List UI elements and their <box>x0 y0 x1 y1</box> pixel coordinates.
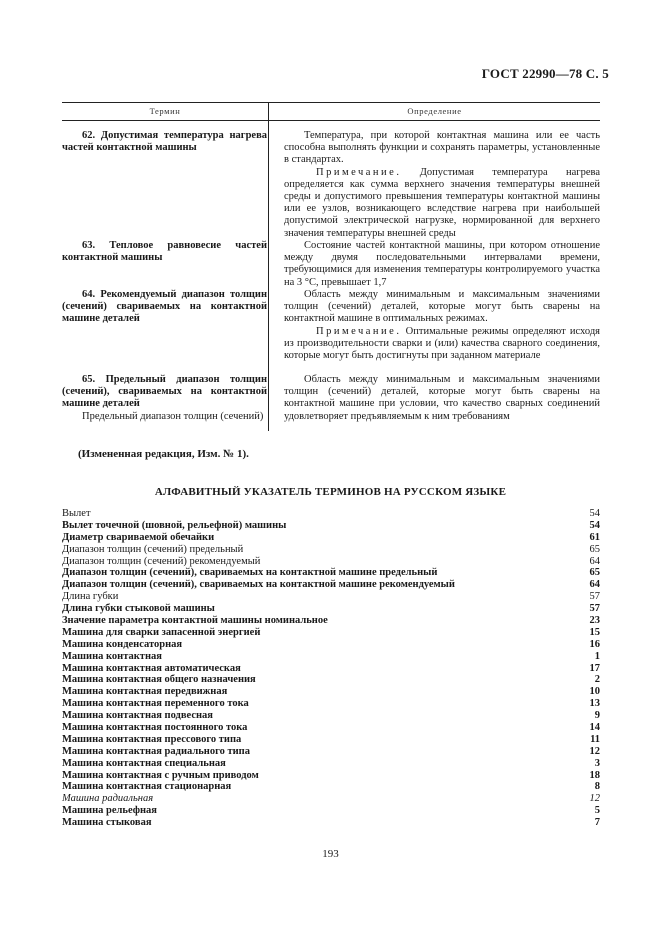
index-number: 15 <box>589 626 600 638</box>
index-number: 17 <box>589 662 600 674</box>
definition-65: Область между минимальным и максимальным значениями толщин (сечений) деталей, которые могут быть сварены на контактной машине при условии, что качество сварных соединений удовлетворяет предъявляемым к ним требованиям <box>284 374 600 422</box>
index-number: 2 <box>594 674 600 686</box>
index-number: 12 <box>589 793 600 805</box>
note-text: Допустимая температура нагрева определяется как сумма верхнего значения температуры внешней среды и допустимого превышения температуры контактной машины или ее узлов, возникающего вследствие нагрева при наибольшей допустимой электрической нагрузке, нормированной для верхнего значения температуры внешней среды <box>284 166 600 239</box>
table-header <box>62 102 600 121</box>
index-item <box>62 615 600 627</box>
index-term: Машина контактная специальная <box>62 757 226 769</box>
index-term: Диапазон толщин (сечений), свариваемых на контактной машине рекомендуемый <box>62 579 455 591</box>
index-term: Машина контактная подвесная <box>62 710 213 722</box>
amendment-note: (Измененная редакция, Изм. № 1). <box>78 448 249 460</box>
index-number: 8 <box>594 781 600 793</box>
index-item <box>62 781 600 793</box>
index-number: 3 <box>594 757 600 769</box>
index-item <box>62 698 600 710</box>
index-item <box>62 722 600 734</box>
index-term: Машина контактная переменного тока <box>62 698 249 710</box>
index-item <box>62 639 600 651</box>
index-term: Машина радиальная <box>62 793 154 805</box>
index-item <box>62 579 600 591</box>
index-item <box>62 817 600 829</box>
note-label: Примечание. <box>316 166 402 178</box>
index-item <box>62 627 600 639</box>
column-header-definition: Определение <box>268 103 600 120</box>
index-number: 65 <box>589 543 600 555</box>
index-item <box>62 674 600 686</box>
index-item <box>62 591 600 603</box>
column-header-term: Термин <box>149 106 181 117</box>
index-item <box>62 686 600 698</box>
index-item <box>62 544 600 556</box>
index-number: 57 <box>589 591 600 603</box>
note-label: Примечание. <box>316 325 402 337</box>
index-number: 64 <box>589 555 600 567</box>
index-item <box>62 651 600 663</box>
page-number: 193 <box>322 848 339 860</box>
index-item <box>62 556 600 568</box>
term-65-main: 65. Предельный диапазон толщин (сечений), свариваемых на контактной машине деталей <box>62 374 267 410</box>
index-number: 54 <box>589 519 600 531</box>
index-term: Машина контактная стационарная <box>62 781 232 793</box>
table-body <box>62 121 600 431</box>
index-number: 13 <box>589 698 600 710</box>
index-term: Машина контактная передвижная <box>62 686 228 698</box>
index-term: Вылет точечной (шовной, рельефной) машины <box>62 519 287 531</box>
index-item <box>62 805 600 817</box>
index-number: 9 <box>594 710 600 722</box>
index-number: 23 <box>589 615 600 627</box>
index-title: АЛФАВИТНЫЙ УКАЗАТЕЛЬ ТЕРМИНОВ НА РУССКОМ ЯЗЫКЕ <box>154 486 507 498</box>
index-term: Вылет <box>62 508 91 519</box>
index-item <box>62 603 600 615</box>
definition-note <box>284 167 600 240</box>
index-item <box>62 663 600 675</box>
index-item <box>62 567 600 579</box>
definition-64 <box>284 289 600 362</box>
index-term: Машина конденсаторная <box>62 638 183 650</box>
index-item <box>62 710 600 722</box>
index-term: Диапазон толщин (сечений) рекомендуемый <box>62 555 261 567</box>
index-number: 11 <box>590 733 600 745</box>
index-number: 64 <box>589 579 600 591</box>
page-header: ГОСТ 22990—78 С. 5 <box>481 66 609 81</box>
term-62: 62. Допустимая температура нагрева частей контактной машины <box>62 130 267 154</box>
term-65 <box>62 374 267 423</box>
index-item <box>62 532 600 544</box>
terms-table <box>62 102 600 431</box>
index-number: 65 <box>589 567 600 579</box>
note-text: Оптимальные режимы определяют исходя из производительности сварки и (или) качества сварного соединения, которые могут быть достигнуты при заданном материале <box>284 325 600 362</box>
index-item <box>62 508 600 520</box>
definition-text: Область между минимальным и максимальным значениями толщин (сечений) деталей, которые могут быть сварены на контактной машине в оптимальных режимах. <box>284 289 600 325</box>
index-number: 1 <box>594 650 600 662</box>
index-term: Машина для сварки запасенной энергией <box>62 626 261 638</box>
index-term: Длина губки <box>62 591 119 603</box>
term-64: 64. Рекомендуемый диапазон толщин (сечений) свариваемых на контактной машине деталей <box>62 289 267 325</box>
index-item <box>62 734 600 746</box>
index-term: Машина контактная радиального типа <box>62 745 250 757</box>
index-number: 61 <box>589 531 600 543</box>
index-number: 10 <box>589 686 600 698</box>
index-number: 16 <box>589 638 600 650</box>
index-item <box>62 770 600 782</box>
index-term: Диапазон толщин (сечений), свариваемых на контактной машине предельный <box>62 567 438 579</box>
index-number: 14 <box>589 722 600 734</box>
index-number: 54 <box>589 508 600 519</box>
index-term: Машина контактная <box>62 650 162 662</box>
index-number: 5 <box>594 805 600 817</box>
index-term: Машина стыковая <box>62 817 152 829</box>
definition-62 <box>284 130 600 240</box>
index-term: Машина контактная с ручным приводом <box>62 769 259 781</box>
index-number: 12 <box>589 745 600 757</box>
term-63: 63. Тепловое равновесие частей контактной машины <box>62 240 267 264</box>
definition-note <box>284 326 600 363</box>
index-term: Машина контактная постоянного тока <box>62 722 248 734</box>
index-term: Диаметр свариваемой обечайки <box>62 531 215 543</box>
index-item <box>62 520 600 532</box>
definition-63: Состояние частей контактной машины, при котором отношение между двумя последовательными интервалами времени, требующимися для изменения температуры контролируемого участка на 3 °С, превышает 1,7 <box>284 240 600 288</box>
index-list <box>62 508 600 829</box>
index-item <box>62 793 600 805</box>
index-term: Машина контактная автоматическая <box>62 662 241 674</box>
definition-text: Температура, при которой контактная машина или ее часть способна выполнять функции и сохранять параметры, установленные в стандартах. <box>284 130 600 166</box>
index-item <box>62 746 600 758</box>
index-term: Машина рельефная <box>62 805 157 817</box>
index-item <box>62 758 600 770</box>
index-number: 7 <box>594 817 600 829</box>
index-term: Значение параметра контактной машины номинальное <box>62 615 328 627</box>
index-term: Длина губки стыковой машины <box>62 603 215 615</box>
index-number: 57 <box>589 603 600 615</box>
index-term: Машина контактная общего назначения <box>62 674 256 686</box>
index-term: Диапазон толщин (сечений) предельный <box>62 543 244 555</box>
index-term: Машина контактная прессового типа <box>62 733 242 745</box>
term-65-alt: Предельный диапазон толщин (сечений) <box>82 410 264 422</box>
index-number: 18 <box>589 769 600 781</box>
